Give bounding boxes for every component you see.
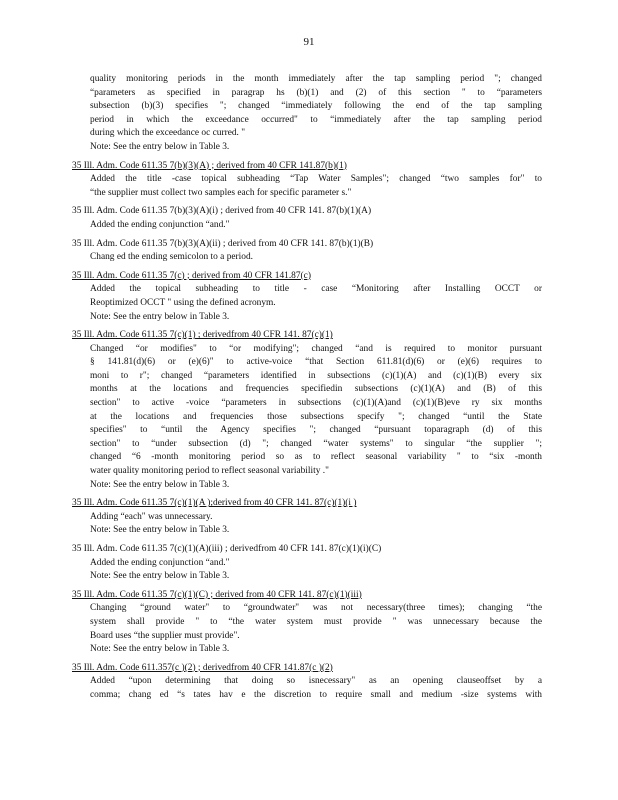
text-line: section" to active -voice “parameters in subsections (c)(1)(A)and (c)(1)(B)eve ry six months xyxy=(90,398,542,409)
code-entry xyxy=(72,497,542,538)
text-line: Board uses “the supplier must provide". xyxy=(90,630,240,641)
page-number: 91 xyxy=(303,36,315,48)
text-line: “the supplier must collect two samples each for specific parameter s." xyxy=(90,187,352,198)
text-line: “parameters as specified in paragrap hs (b)(1) and (2) of this section " to “parameters xyxy=(90,87,542,98)
entry-heading: 35 Ill. Adm. Code 611.35 7(b)(3)(A) ; derived from 40 CFR 141.87(b)(1) xyxy=(72,160,347,171)
entry-heading: 35 Ill. Adm. Code 611.35 7(c)(1)(A );derived from 40 CFR 141. 87(c)(1)(i ) xyxy=(72,498,357,509)
entry-heading: 35 Ill. Adm. Code 611.35 7(b)(3)(A)(ii) ; derived from 40 CFR 141. 87(b)(1)(B) xyxy=(72,238,374,249)
entry-body xyxy=(72,219,542,233)
text-line: during which the exceedance oc curred. " xyxy=(90,128,246,139)
text-line: Added the topical subheading to title - case “Monitoring after Installing OCCT or xyxy=(90,284,542,295)
text-line: Added the ending conjunction “and." xyxy=(90,557,230,568)
note-line: Note: See the entry below in Table 3. xyxy=(90,479,230,490)
entry-body xyxy=(72,602,542,656)
text-line: quality monitoring periods in the month immediately after the tap sampling period "; changed xyxy=(90,74,542,84)
entry-body xyxy=(72,675,542,702)
note-line: Note: See the entry below in Table 3. xyxy=(90,644,230,655)
entry-heading: 35 Ill. Adm. Code 611.35 7(b)(3)(A)(i) ; derived from 40 CFR 141. 87(b)(1)(A) xyxy=(72,206,372,217)
text-line: Added the ending conjunction “and." xyxy=(90,219,230,230)
note-line: Note: See the entry below in Table 3. xyxy=(90,571,230,582)
text-line: at the locations and frequencies those subsections specify "; changed “until the State xyxy=(90,411,542,422)
entry-body xyxy=(72,283,542,324)
code-entry xyxy=(72,238,542,265)
entry-heading: 35 Ill. Adm. Code 611.35 7(c)(1)(C) ; derived from 40 CFR 141. 87(c)(1)(iii) xyxy=(72,589,362,600)
code-entry xyxy=(72,160,542,201)
entry-body xyxy=(72,511,542,538)
entry-body xyxy=(72,343,542,493)
text-line: Adding “each" was unnecessary. xyxy=(90,511,213,522)
note-line: Note: See the entry below in Table 3. xyxy=(90,311,230,322)
note-line: Note: See the entry below in Table 3. xyxy=(90,141,230,152)
text-line: Added “upon determining that doing so isnecessary" as an opening clauseoffset by a xyxy=(90,676,542,687)
code-entry xyxy=(72,205,542,232)
entry-heading: 35 Ill. Adm. Code 611.35 7(c) ; derived from 40 CFR 141.87(c) xyxy=(72,270,311,281)
text-line: Changing “ground water" to “groundwater" was not necessary(three times); changing “the xyxy=(90,603,542,614)
page-content xyxy=(72,73,542,703)
code-entry xyxy=(72,270,542,324)
code-entry xyxy=(72,543,542,584)
text-line: specifies" to “until the Agency specifies "; changed “pursuant toparagraph (d) of this xyxy=(90,425,542,436)
text-line: Changed “or modifies" to “or modifying"; changed “and is required to monitor pursuant xyxy=(90,343,542,354)
text-line: § 141.81(d)(6) or (e)(6)" to active-voice “that Section 611.81(d)(6) or (e)(6) requires to xyxy=(90,357,542,368)
code-entry xyxy=(72,329,542,492)
entry-heading: 35 Ill. Adm. Code 611.357(c )(2) ; derivedfrom 40 CFR 141.87(c )(2) xyxy=(72,662,333,673)
code-entry xyxy=(72,589,542,657)
text-line: months at the locations and frequencies specifiedin subsections (c)(1)(A) and (B) of this xyxy=(90,384,542,395)
entry-body xyxy=(72,173,542,200)
text-line: comma; chang ed “s tates hav e the discretion to require small and medium -size systems with xyxy=(90,689,542,700)
text-line: period in which the exceedance occurred" to “immediately after the tap sampling period xyxy=(90,114,542,125)
code-entry xyxy=(72,662,542,703)
text-line: water quality monitoring period to reflect seasonal variability ." xyxy=(90,466,329,477)
intro-paragraph xyxy=(72,73,542,155)
text-line: changed “6 -month monitoring period so as to reflect seasonal variability " to “six -month xyxy=(90,452,542,463)
entry-body xyxy=(72,557,542,584)
entry-heading: 35 Ill. Adm. Code 611.35 7(c)(1) ; derivedfrom 40 CFR 141. 87(c)(1) xyxy=(72,330,333,341)
text-line: Added the title -case topical subheading “Tap Water Samples"; changed “two samples for" to xyxy=(90,174,542,185)
text-line: subsection (b)(3) specifies "; changed “immediately following the end of the tap sampling xyxy=(90,101,542,112)
text-line: Reoptimized OCCT " using the defined acronym. xyxy=(90,297,276,308)
entry-heading: 35 Ill. Adm. Code 611.35 7(c)(1)(A)(iii) ; derivedfrom 40 CFR 141. 87(c)(1)(i)(C) xyxy=(72,544,382,554)
text-line: moni to r"; changed “parameters identified in subsections (c)(1)(A) and (c)(1)(B) every six xyxy=(90,370,542,381)
text-line: system shall provide " to “the water system must provide " was unnecessary because the xyxy=(90,616,542,627)
text-line: section" to “under subsection (d) "; changed “water systems" to singular “the supplier "; xyxy=(90,438,542,449)
text-line: Chang ed the ending semicolon to a period. xyxy=(90,252,253,263)
note-line: Note: See the entry below in Table 3. xyxy=(90,525,230,536)
entry-body xyxy=(72,251,542,265)
